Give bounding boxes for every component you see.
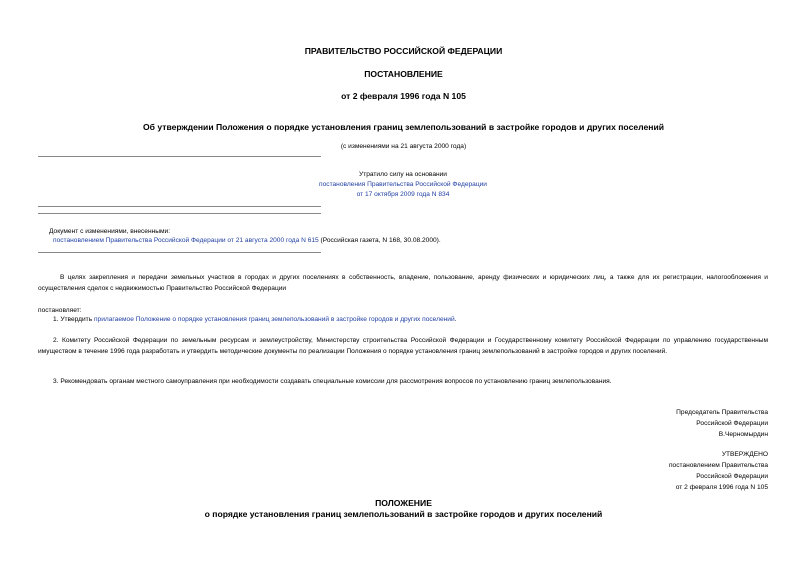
- amendment-source: (Российская газета, N 168, 30.08.2000).: [318, 237, 441, 244]
- amendment-note: (с изменениями на 21 августа 2000 года): [340, 143, 467, 150]
- approval-title: УТВЕРЖДЕНО: [721, 451, 768, 458]
- item-1-prefix: 1. Утвердить: [53, 316, 94, 323]
- government-heading: ПРАВИТЕЛЬСТВО РОССИЙСКОЙ ФЕДЕРАЦИИ: [304, 46, 503, 56]
- document-title: Об утверждении Положения о порядке установления границ землепользований в застройке городов и других поселений: [142, 122, 665, 132]
- approval-block: [560, 449, 768, 493]
- approval-line4: от 2 февраля 1996 года N 105: [675, 484, 768, 491]
- preamble-paragraph: В целях закрепления и передачи земельных участков в городах и других поселениях в собственность, владение, пользование, аренду физических и юридических лиц, а также для их регистрации, налогообложения и осуществления сделок с недвижимостью Правительство Российской Федерации: [38, 274, 768, 292]
- annex-title: ПОЛОЖЕНИЕ: [375, 498, 432, 508]
- item-3: 3. Рекомендовать органам местного самоуправления при необходимости создавать специальные комиссии для рассмотрения вопросов по установлению границ землепользования.: [53, 378, 612, 385]
- document-type-heading: ПОСТАНОВЛЕНИЕ: [364, 69, 443, 79]
- status-text: Утратило силу на основании: [359, 171, 447, 178]
- item-2: 2. Комитету Российской Федерации по земельным ресурсам и землеустройству, Министерству строительства Российской Федерации и Государственному комитету Российской Федерации по управлению государственным имуществом в течение 1996 года разработать и утвердить методические документы по реализации Положения о порядке установления границ землепользований в застройке городов и других поселений.: [38, 337, 768, 355]
- repeal-link-line2[interactable]: от 17 октября 2009 года N 834: [356, 191, 450, 198]
- signature-name: В.Черномырдин: [718, 431, 768, 438]
- item-1-suffix: .: [454, 316, 457, 323]
- amendments-label: Документ с изменениями, внесенными:: [49, 228, 171, 235]
- decrees-word: постановляет:: [38, 307, 82, 314]
- divider-amendments: [38, 252, 321, 253]
- item-1: [53, 314, 457, 325]
- signature-country: Российской Федерации: [696, 420, 768, 427]
- document-date-number: от 2 февраля 1996 года N 105: [341, 91, 466, 101]
- amendment-link[interactable]: постановлением Правительства Российской Федерации от 21 августа 2000 года N 615: [53, 237, 319, 244]
- divider-status-bottom: [38, 213, 321, 214]
- regulation-link[interactable]: прилагаемое Положение о порядке установления границ землепользований в застройке городов и других поселений: [93, 316, 455, 323]
- approval-line3: Российской Федерации: [696, 473, 768, 480]
- amendments-line: [53, 237, 441, 244]
- repeal-link-line1[interactable]: постановления Правительства Российской Федерации: [319, 181, 487, 188]
- approval-line2: постановлением Правительства: [668, 462, 768, 469]
- divider-status-top: [38, 206, 321, 207]
- divider-top: [38, 156, 321, 157]
- annex-subtitle: о порядке установления границ землепользований в застройке городов и других поселений: [204, 509, 603, 519]
- signature-position: Председатель Правительства: [676, 409, 768, 416]
- signature-block: [560, 407, 768, 440]
